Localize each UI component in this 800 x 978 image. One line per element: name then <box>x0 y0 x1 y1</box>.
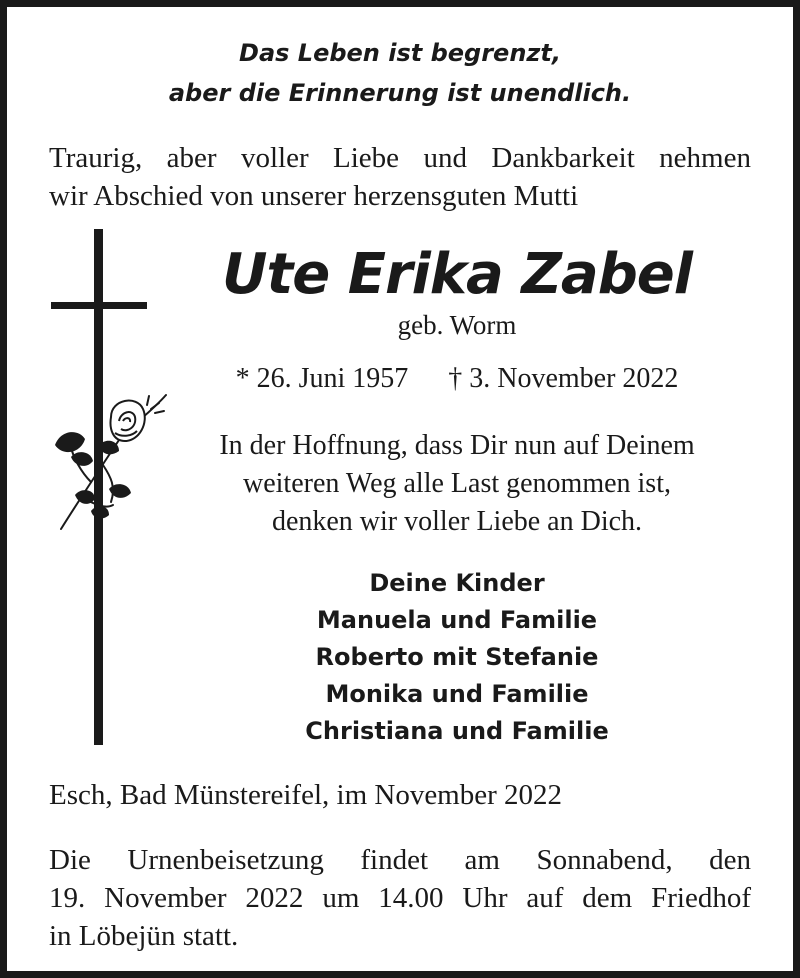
cross-horizontal-bar <box>51 302 147 309</box>
poem-line-2: weiteren Weg alle Last genommen ist, <box>243 468 671 499</box>
poem-line-3: denken wir voller Liebe an Dich. <box>271 506 643 537</box>
motto-line-1: Das Leben ist begrenzt, <box>239 39 561 67</box>
motto <box>7 33 793 113</box>
life-dates <box>167 359 747 399</box>
birth-name: geb. Worm <box>397 310 517 340</box>
funeral-info <box>49 841 751 955</box>
funeral-line-2: 19. November 2022 um 14.00 Uhr auf dem Friedhof <box>49 882 751 914</box>
motto-line-2: aber die Erinnerung ist unendlich. <box>168 79 632 107</box>
birth-date: * 26. Juni 1957 <box>235 363 409 394</box>
intro-text <box>49 139 751 215</box>
mourner: Manuela und Familie <box>316 606 598 634</box>
mourner: Monika und Familie <box>325 680 589 708</box>
rose-icon <box>51 387 173 537</box>
intro-line-1: Traurig, aber voller Liebe und Dankbarkeit nehmen <box>49 142 751 174</box>
death-date: † 3. November 2022 <box>448 363 679 394</box>
place-date: Esch, Bad Münstereifel, im November 2022 <box>49 779 563 811</box>
poem <box>157 427 757 541</box>
mourner: Deine Kinder <box>369 569 545 597</box>
mourner: Roberto mit Stefanie <box>315 643 599 671</box>
mourners-list <box>167 565 747 750</box>
funeral-line-1: Die Urnenbeisetzung findet am Sonnabend, den <box>49 844 751 876</box>
mourner: Christiana und Familie <box>305 717 609 745</box>
deceased-name: Ute Erika Zabel <box>222 242 692 307</box>
poem-line-1: In der Hoffnung, dass Dir nun auf Deinem <box>219 430 695 461</box>
funeral-line-3: in Löbejün statt. <box>49 920 239 952</box>
intro-line-2: wir Abschied von unserer herzensguten Mutti <box>49 180 579 212</box>
